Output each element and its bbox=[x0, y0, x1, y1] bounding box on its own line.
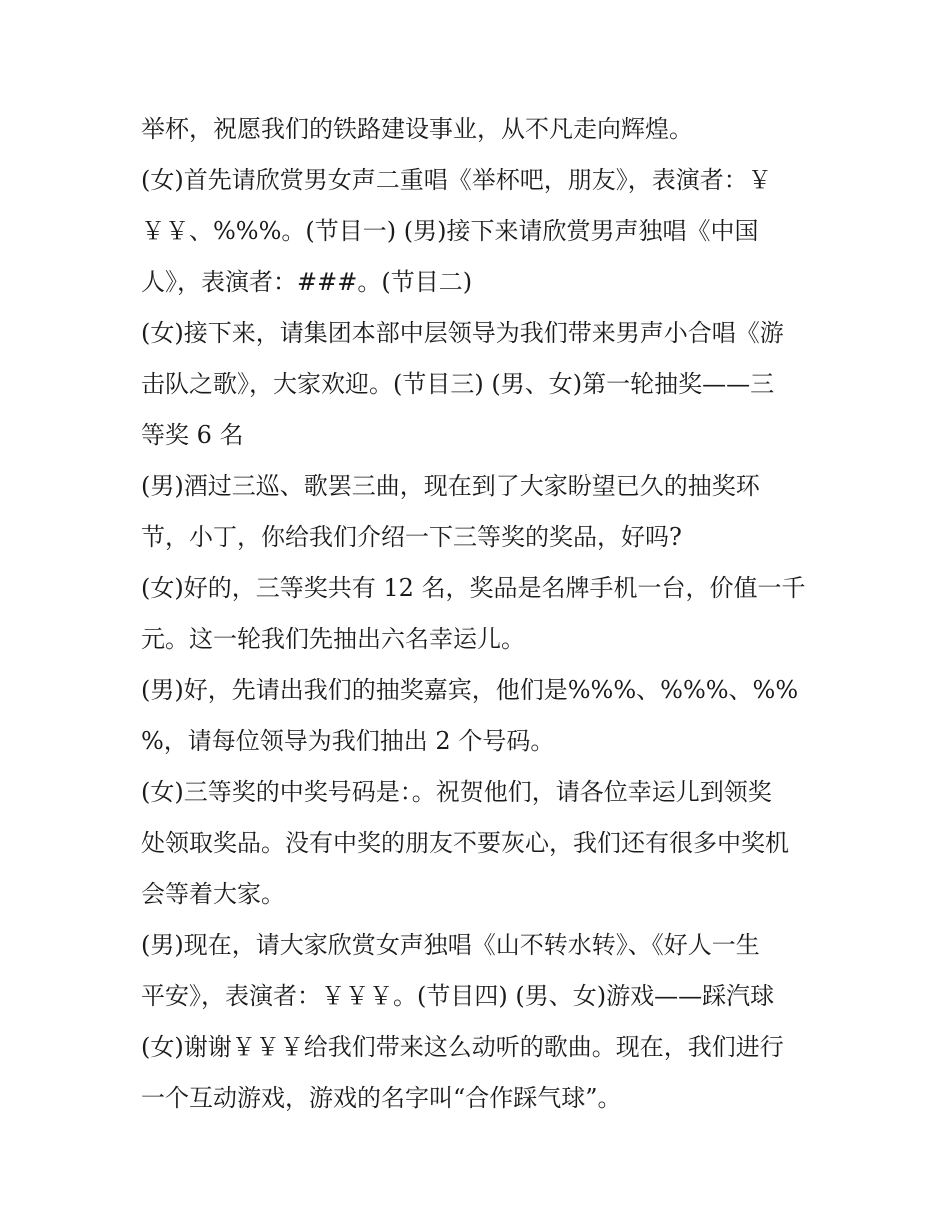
text-line: 处领取奖品。没有中奖的朋友不要灰心，我们还有很多中奖机 bbox=[141, 829, 789, 857]
text-line: 举杯，祝愿我们的铁路建设事业，从不凡走向辉煌。 bbox=[141, 115, 693, 143]
text-line: (女)接下来，请集团本部中层领导为我们带来男声小合唱《游 bbox=[141, 319, 784, 347]
text-line: ￥￥、%%%。(节目一) (男)接下来请欣赏男声独唱《中国 bbox=[141, 217, 759, 245]
text-line: 节，小丁，你给我们介绍一下三等奖的奖品，好吗? bbox=[141, 523, 682, 551]
text-line: 一个互动游戏，游戏的名字叫“合作踩气球”。 bbox=[141, 1084, 622, 1112]
text-line: (男)现在，请大家欣赏女声独唱《山不转水转》、《好人一生 bbox=[141, 931, 760, 959]
text-line: (女)三等奖的中奖号码是：。祝贺他们，请各位幸运儿到领奖 bbox=[141, 778, 772, 806]
text-line: (女)首先请欣赏男女声二重唱《举杯吧，朋友》，表演者：￥ bbox=[141, 166, 772, 194]
text-line: (男)酒过三巡、歌罢三曲，现在到了大家盼望已久的抽奖环 bbox=[141, 472, 760, 500]
text-line: 平安》，表演者：￥￥￥。(节目四) (男、女)游戏——踩汽球 bbox=[141, 982, 775, 1010]
text-line: 元。这一轮我们先抽出六名幸运儿。 bbox=[141, 625, 525, 653]
document-body bbox=[141, 104, 813, 1124]
text-line: (女)谢谢￥￥￥给我们带来这么动听的歌曲。现在，我们进行 bbox=[141, 1033, 784, 1061]
text-line: (女)好的，三等奖共有 12 名，奖品是名牌手机一台，价值一千 bbox=[141, 574, 806, 602]
text-line: 会等着大家。 bbox=[141, 880, 285, 908]
text-line: %，请每位领导为我们抽出 2 个号码。 bbox=[141, 727, 555, 755]
text-line: (男)好，先请出我们的抽奖嘉宾，他们是%%%、%%%、%% bbox=[141, 676, 799, 704]
text-line: 人》，表演者：###。(节目二) bbox=[141, 268, 473, 296]
text-line: 等奖 6 名 bbox=[141, 421, 244, 449]
text-line: 击队之歌》，大家欢迎。(节目三) (男、女)第一轮抽奖——三 bbox=[141, 370, 775, 398]
